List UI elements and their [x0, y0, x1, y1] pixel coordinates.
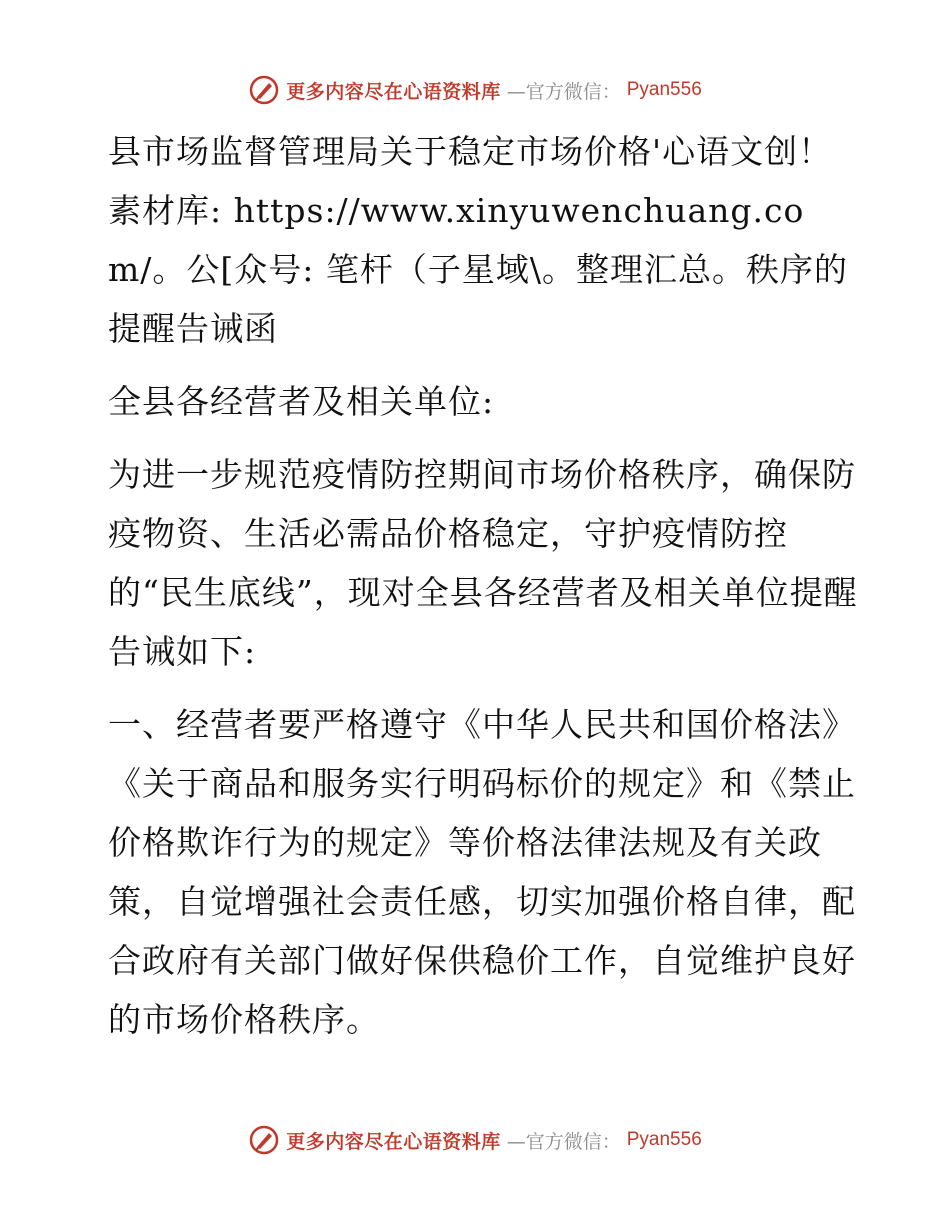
item-1-paragraph: 一、经营者要严格遵守《中华人民共和国价格法》《关于商品和服务实行明码标价的规定》和《禁止价格欺诈行为的规定》等价格法律法规及有关政策，自觉增强社会责任感，切实加强价格自律，配合政府有关部门做好保供稳价工作，自觉维护良好的市场价格秩序。 — [108, 705, 856, 1039]
salutation: 全县各经营者及相关单位: — [108, 382, 495, 421]
watermark-text: 更多内容尽在心语资料库 — [286, 80, 501, 103]
watermark-separator: —官方微信： — [506, 1130, 621, 1153]
document-title: 县市场监督管理局关于稳定市场价格'心语文创！素材库: https://www.xinyuwenchuang.com/。公[众号: 笔杆（子星域\。整理汇总。秩序的提醒告诫函 — [108, 132, 849, 348]
watermark-handle: Pyan556 — [626, 79, 702, 100]
watermark-text: 更多内容尽在心语资料库 — [286, 1130, 501, 1153]
pen-logo-icon — [248, 1124, 280, 1156]
document-body — [98, 122, 858, 1063]
watermark-handle: Pyan556 — [626, 1129, 702, 1150]
watermark-footer — [0, 1120, 950, 1160]
intro-paragraph: 为进一步规范疫情防控期间市场价格秩序，确保防疫物资、生活必需品价格稳定，守护疫情防控的“民生底线”，现对全县各经营者及相关单位提醒告诫如下: — [108, 455, 858, 671]
watermark-header — [0, 70, 950, 110]
watermark-separator: —官方微信： — [506, 80, 621, 103]
pen-logo-icon — [248, 74, 280, 106]
